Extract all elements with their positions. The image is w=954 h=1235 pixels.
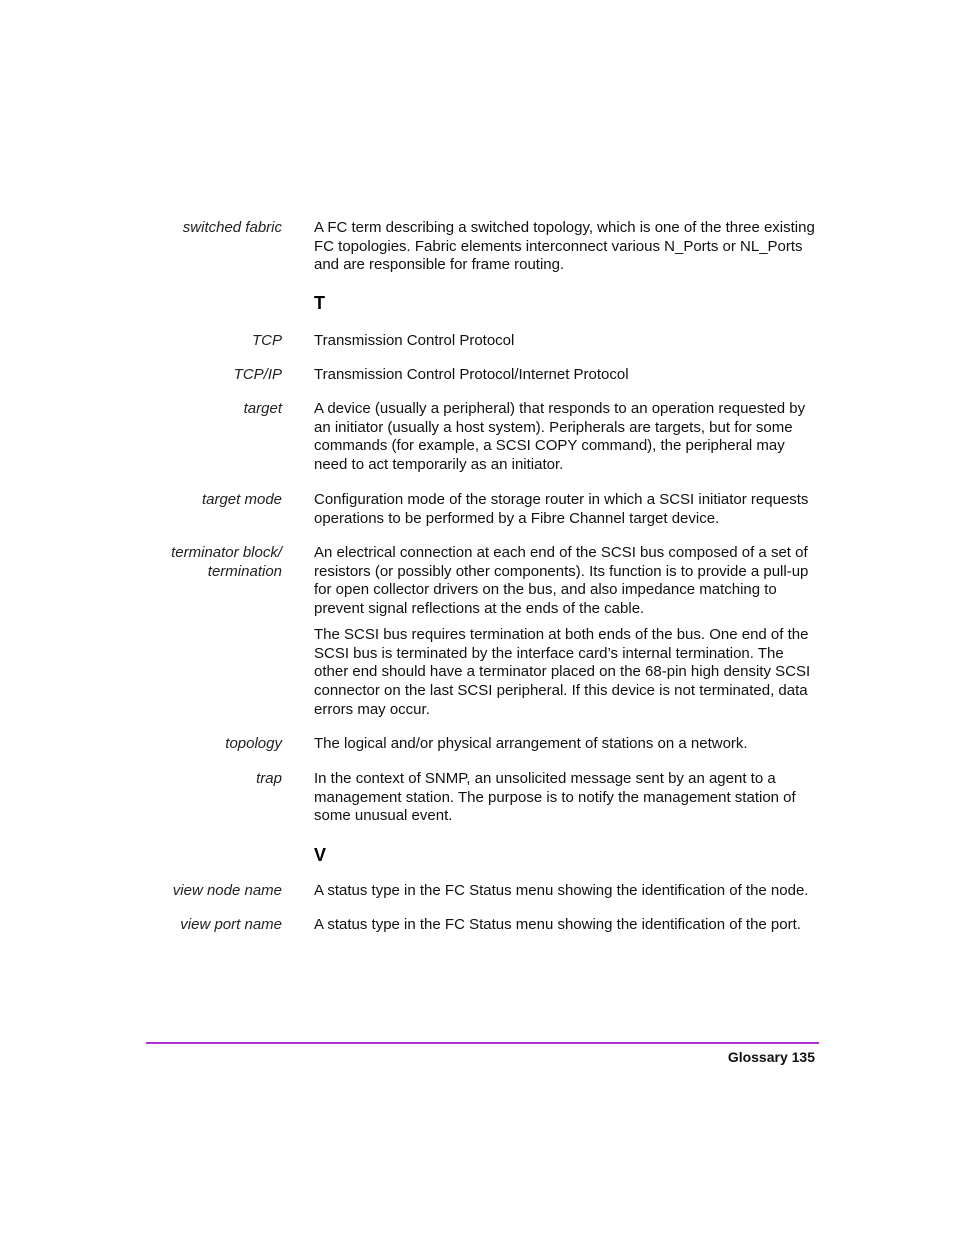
- glossary-term: switched fabric: [182, 219, 282, 236]
- definition-paragraph: Transmission Control Protocol: [314, 332, 515, 349]
- glossary-term: TCP/IP: [233, 366, 282, 383]
- glossary-definition: [314, 882, 820, 901]
- definition-paragraph: Configuration mode of the storage router in which a SCSI initiator requests operations to be performed by a Fibre Channel target device.: [314, 491, 809, 527]
- glossary-term: [132, 544, 282, 581]
- glossary-term: target: [243, 400, 282, 417]
- definition-paragraph: In the context of SNMP, an unsolicited message sent by an agent to a management station. The purpose is to notify the management station of some unusual event.: [314, 770, 796, 825]
- footer-section: Glossary: [727, 1049, 788, 1065]
- definition-paragraph: The logical and/or physical arrangement of stations on a network.: [314, 735, 748, 752]
- glossary-term: target mode: [201, 491, 282, 508]
- glossary-term: TCP: [252, 332, 282, 349]
- term-line: termination: [207, 562, 282, 580]
- section-letter-t: T: [314, 293, 325, 313]
- footer-page-number: 135: [791, 1049, 815, 1065]
- glossary-definition: [314, 770, 820, 826]
- section-letter-v: V: [314, 845, 327, 865]
- definition-paragraph: An electrical connection at each end of the SCSI bus composed of a set of resistors (or possibly other components). Its function is to provide a pull-up for open collector drivers on the bus, and also impedance matching to prevent signal reflections at the ends of the cable.: [314, 544, 809, 618]
- glossary-definition: [314, 491, 820, 528]
- page-footer: [728, 1049, 815, 1065]
- glossary-term: view port name: [180, 916, 282, 933]
- footer-rule: [146, 1042, 819, 1044]
- glossary-definition: [314, 916, 820, 935]
- glossary-definition: [314, 219, 820, 275]
- definition-paragraph: A status type in the FC Status menu showing the identification of the port.: [314, 916, 801, 933]
- glossary-definition: [314, 544, 820, 719]
- glossary-term: topology: [225, 735, 282, 752]
- definition-paragraph: A device (usually a peripheral) that responds to an operation requested by an initiator (usually a host system). Peripherals are targets, but for some commands (for example, a SCSI COPY command), the peripheral may need to act temporarily as an initiator.: [314, 400, 806, 474]
- glossary-definition: [314, 366, 820, 385]
- definition-paragraph: Transmission Control Protocol/Internet Protocol: [314, 366, 629, 383]
- glossary-definition: [314, 400, 820, 475]
- definition-paragraph: A FC term describing a switched topology, which is one of the three existing FC topologies. Fabric elements interconnect various N_Ports or NL_Ports and are responsible for frame routing.: [314, 219, 815, 274]
- term-line: terminator block/: [171, 544, 282, 561]
- glossary-term: view node name: [172, 882, 282, 899]
- definition-paragraph: The SCSI bus requires termination at both ends of the bus. One end of the SCSI bus is terminated by the interface card’s internal termination. The other end should have a terminator placed on the 68-pin high density SCSI connector on the last SCSI peripheral. If this device is not terminated, data errors may occur.: [314, 625, 811, 718]
- glossary-definition: [314, 332, 820, 351]
- definition-paragraph: A status type in the FC Status menu showing the identification of the node.: [314, 882, 809, 899]
- glossary-definition: [314, 735, 820, 754]
- glossary-term: trap: [256, 770, 282, 787]
